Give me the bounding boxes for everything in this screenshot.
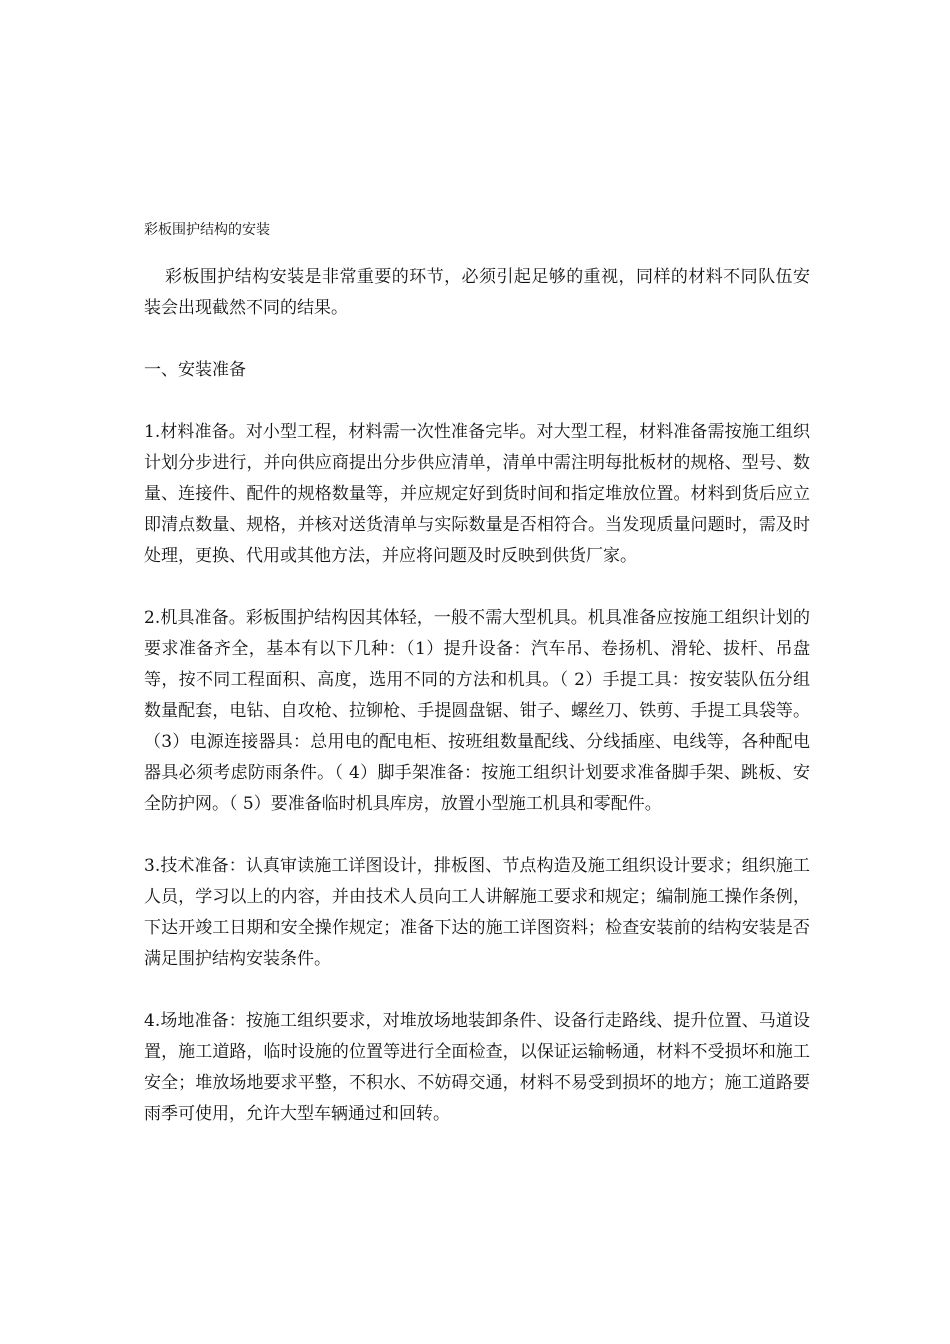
intro-paragraph: 彩板围护结构安装是非常重要的环节，必须引起足够的重视，同样的材料不同队伍安装会出现截然不同的结果。 <box>144 267 810 318</box>
equipment-preparation-paragraph: 2.机具准备。彩板围护结构因其体轻，一般不需大型机具。机具准备应按施工组织计划的要求准备齐全，基本有以下几种：（1）提升设备：汽车吊、卷扬机、滑轮、拔杆、吊盘等，按不同工程面积、高度，选用不同的方法和机具。（ 2）手提工具：按安装队伍分组数量配套，电钻、自攻枪、拉铆枪、手提圆盘锯、钳子、螺丝刀、铁剪、手提工具袋等。（3）电源连接器具：总用电的配电柜、按班组数量配线、分线插座、电线等，各种配电器具必须考虑防雨条件。（ 4）脚手架准备：按施工组织计划要求准备脚手架、跳板、安全防护网。（ 5）要准备临时机具库房，放置小型施工机具和零配件。 <box>144 608 810 814</box>
document-body <box>144 220 810 1130</box>
technical-preparation-paragraph: 3.技术准备：认真审读施工详图设计，排板图、节点构造及施工组织设计要求；组织施工人员，学习以上的内容，并由技术人员向工人讲解施工要求和规定；编制施工操作条例，下达开竣工日期和安全操作规定；准备下达的施工详图资料；检查安装前的结构安装是否满足围护结构安装条件。 <box>144 856 810 969</box>
material-preparation-paragraph: 1.材料准备。对小型工程，材料需一次性准备完毕。对大型工程，材料准备需按施工组织计划分步进行，并向供应商提出分步供应清单，清单中需注明每批板材的规格、型号、数量、连接件、配件的规格数量等，并应规定好到货时间和指定堆放位置。材料到货后应立即清点数量、规格，并核对送货清单与实际数量是否相符合。当发现质量问题时，需及时处理，更换、代用或其他方法，并应将问题及时反映到供货厂家。 <box>144 422 810 566</box>
section-heading: 一、安装准备 <box>144 360 246 380</box>
document-title: 彩板围护结构的安装 <box>144 222 270 238</box>
site-preparation-paragraph: 4.场地准备：按施工组织要求，对堆放场地装卸条件、设备行走路线、提升位置、马道设置，施工道路，临时设施的位置等进行全面检查，以保证运输畅通，材料不受损坏和施工安全；堆放场地要求平整，不积水、不妨碍交通，材料不易受到损坏的地方；施工道路要雨季可使用，允许大型车辆通过和回转。 <box>144 1011 810 1124</box>
